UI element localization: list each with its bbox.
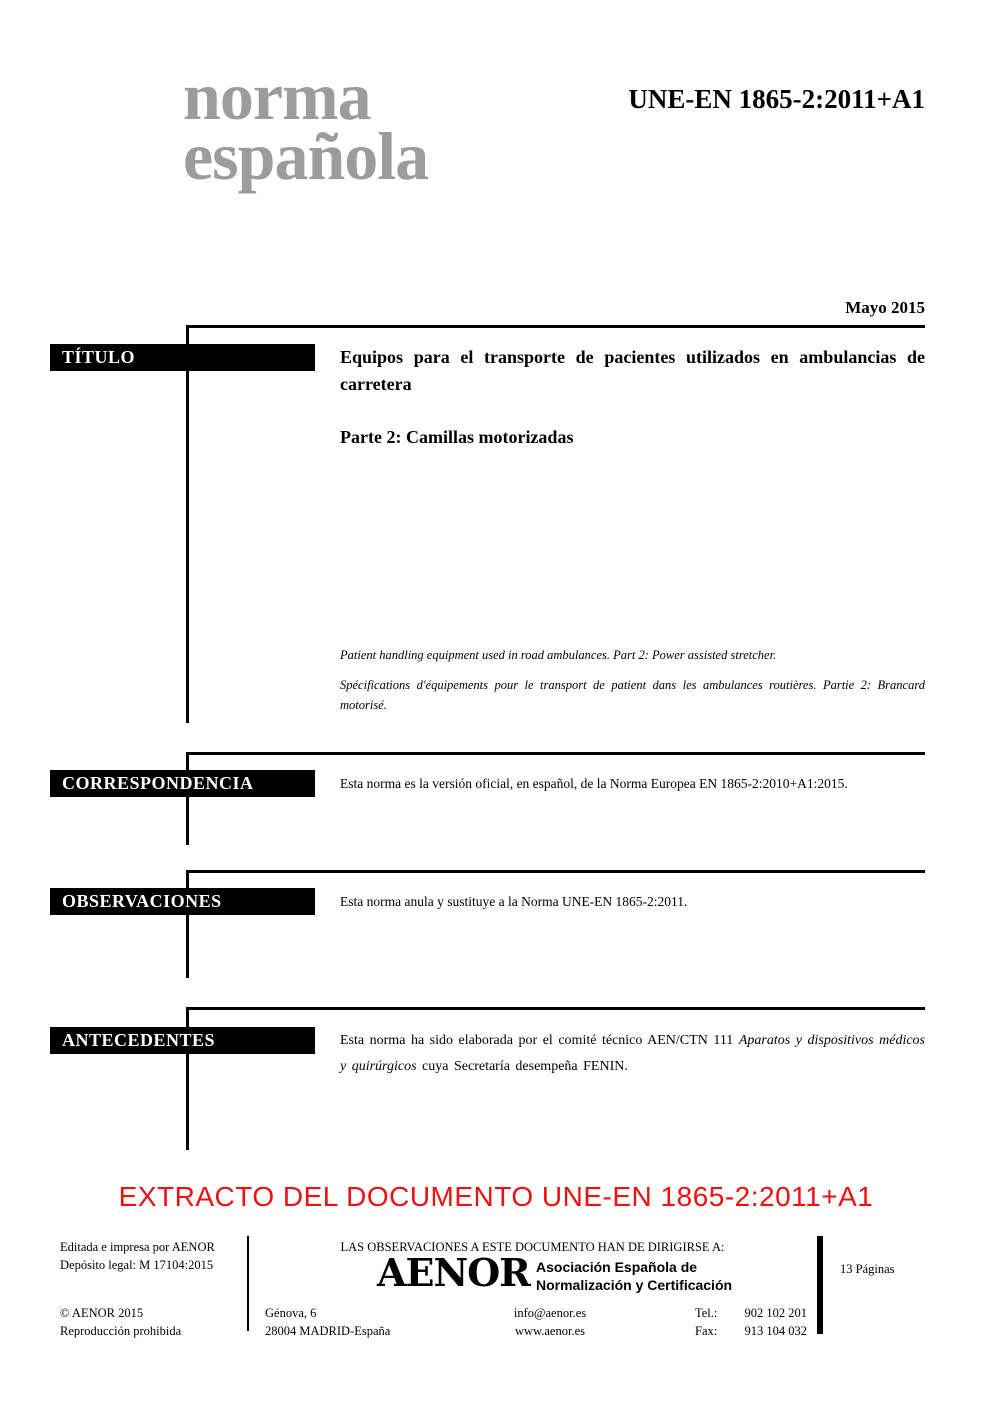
footer-email: info@aenor.es <box>513 1306 587 1320</box>
titulo-vertical-rule <box>186 325 189 723</box>
observaciones-text: Esta norma anula y sustituye a la Norma UNE-EN 1865-2:2011. <box>340 894 688 909</box>
issue-date: Mayo 2015 <box>845 298 925 317</box>
footer-legal-deposit: Depósito legal: M 17104:2015 <box>60 1258 214 1272</box>
brand-line-1: norma <box>183 58 371 134</box>
antecedentes-horizontal-rule <box>186 1007 925 1010</box>
footer-copyright-block <box>60 1304 181 1340</box>
correspondencia-text: Esta norma es la versión oficial, en español, de la Norma Europea EN 1865-2:2010+A1:2015. <box>340 776 848 791</box>
footer-web-block <box>480 1304 620 1340</box>
association-line-2: Normalización y Certificación <box>536 1276 733 1293</box>
antecedentes-text-italic: Aparatos y dispositivos médicos y quirúrgicos <box>340 1033 926 1074</box>
observaciones-label-box: OBSERVACIONES <box>50 888 315 915</box>
antecedentes-text-after: cuya Secretaría desempeña FENIN. <box>422 1059 628 1074</box>
association-line-1: Asociación Española de <box>536 1259 698 1275</box>
footer-thin-divider <box>247 1236 249 1331</box>
footer-address-city: 28004 MADRID-España <box>265 1324 391 1338</box>
footer-address-block <box>265 1304 390 1340</box>
correspondencia-horizontal-rule <box>186 752 925 755</box>
titulo-translation-en: Patient handling equipment used in road ambulances. Part 2: Power assisted stretcher. <box>340 648 777 662</box>
antecedentes-label-box: ANTECEDENTES <box>50 1027 315 1054</box>
footer-website: www.aenor.es <box>514 1324 585 1338</box>
footer-fax-value: 913 104 032 <box>744 1324 807 1338</box>
titulo-label-box: TÍTULO <box>50 344 315 371</box>
extract-banner: EXTRACTO DEL DOCUMENTO UNE-EN 1865-2:2011+A1 <box>118 1181 874 1212</box>
footer-fax-label: Fax: <box>695 1324 718 1338</box>
titulo-translation-fr: Spécifications d'équipements pour le transport de patient dans les ambulances routières. Partie 2: Brancard motorisé. <box>340 678 925 712</box>
antecedentes-text-before: Esta norma ha sido elaborada por el comité técnico AEN/CTN 111 <box>340 1033 734 1048</box>
footer-publisher-block <box>60 1238 215 1274</box>
observaciones-horizontal-rule <box>186 870 925 873</box>
brand-line-2: española <box>183 118 429 194</box>
observaciones-vertical-rule <box>186 870 189 978</box>
document-code: UNE-EN 1865-2:2011+A1 <box>628 84 925 114</box>
titulo-title: Equipos para el transporte de pacientes utilizados en ambulancias de carretera <box>340 347 925 394</box>
aenor-logo: AENOR <box>377 1250 530 1295</box>
footer-copyright: © AENOR 2015 <box>60 1306 144 1320</box>
antecedentes-text <box>340 1028 925 1080</box>
footer-tel-row <box>695 1304 807 1322</box>
titulo-subtitle: Parte 2: Camillas motorizadas <box>340 427 574 447</box>
correspondencia-vertical-rule <box>186 752 189 845</box>
footer-fax-row <box>695 1322 807 1340</box>
footer-telfax-block <box>695 1304 807 1340</box>
norma-espanola-logo <box>183 58 429 194</box>
footer-thick-divider <box>817 1236 823 1334</box>
aenor-association-name <box>536 1259 732 1294</box>
titulo-horizontal-rule <box>186 325 925 328</box>
footer-tel-value: 902 102 201 <box>744 1306 807 1320</box>
footer-tel-label: Tel.: <box>695 1306 718 1320</box>
footer-published-by: Editada e impresa por AENOR <box>60 1240 215 1254</box>
footer-observations-notice: LAS OBSERVACIONES A ESTE DOCUMENTO HAN DE DIRIGIRSE A: <box>340 1240 725 1254</box>
footer-reproduction: Reproducción prohibida <box>60 1324 182 1338</box>
page-count: 13 Páginas <box>840 1262 895 1276</box>
correspondencia-label-box: CORRESPONDENCIA <box>50 770 315 797</box>
footer-address-street: Génova, 6 <box>265 1306 317 1320</box>
